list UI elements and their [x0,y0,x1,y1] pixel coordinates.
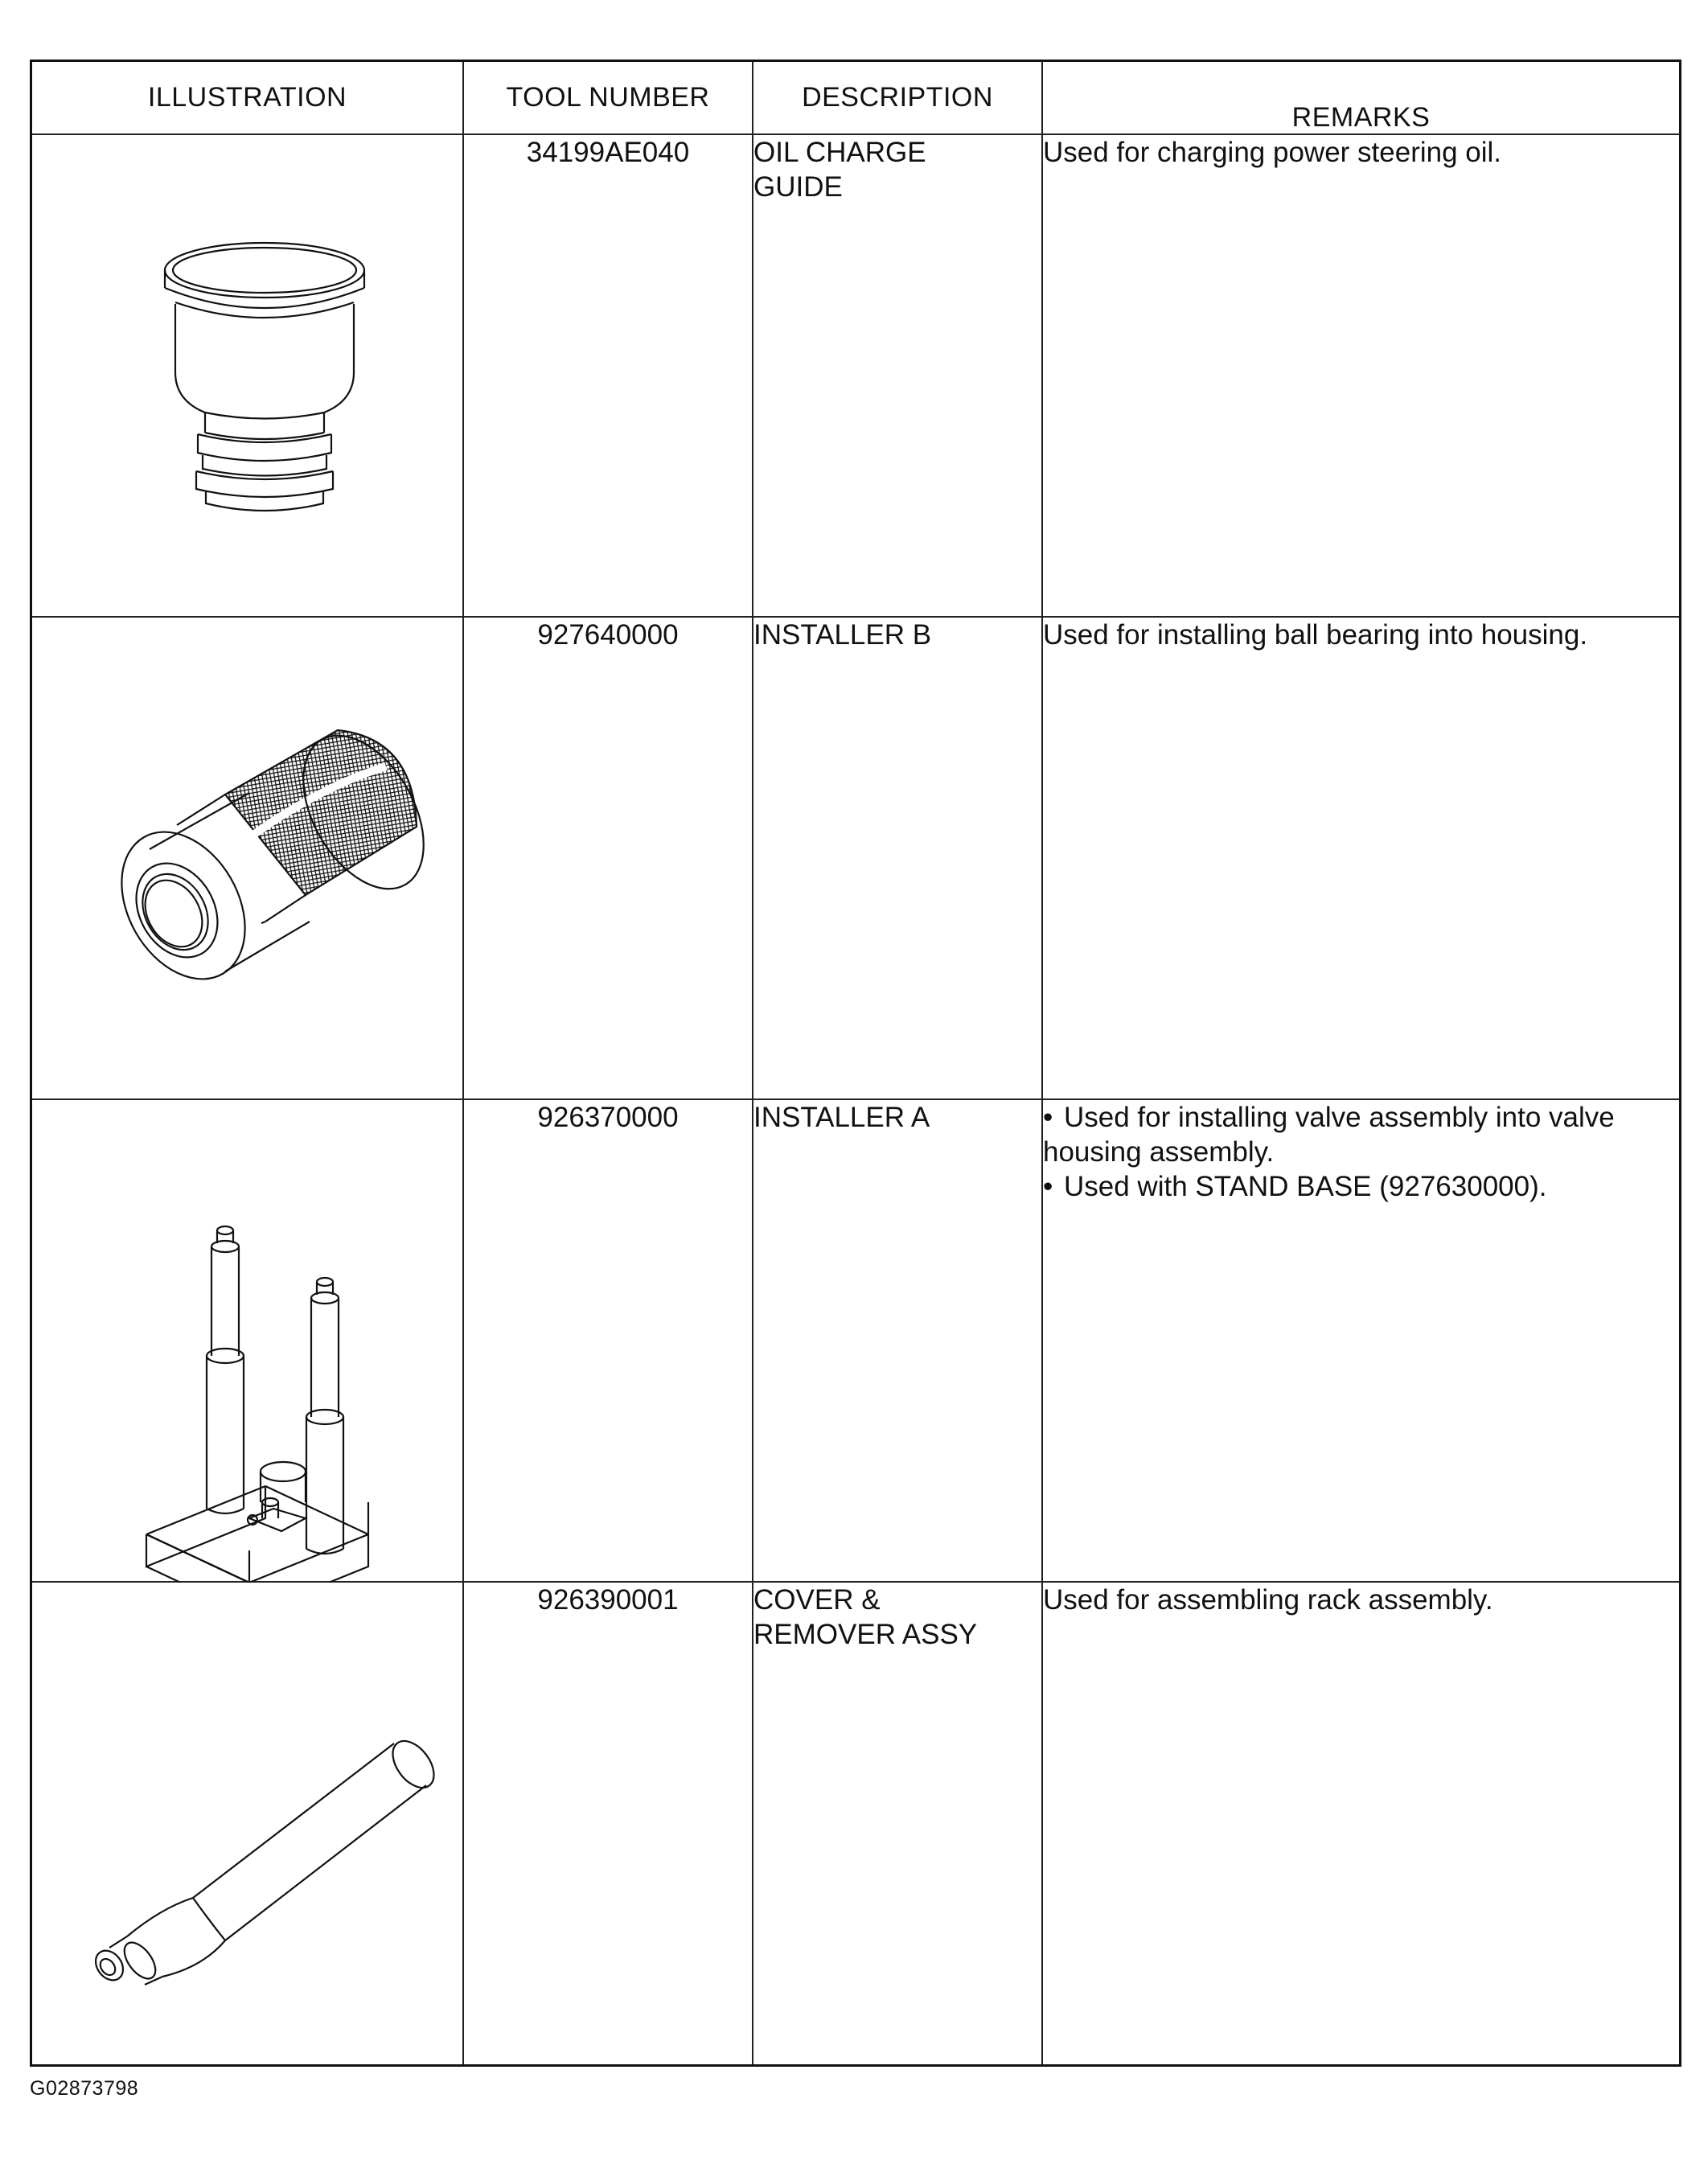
tool-number-cell: 926390001 [463,1582,753,2064]
installer-b-icon [32,618,463,1100]
cover-remover-assy-icon [32,1583,463,2065]
remarks-cell: Used for assembling rack assembly. [1042,1582,1679,2064]
table-header-row [32,62,1679,134]
remarks-list-text: Used for installing valve assembly into valve housing assembly. [1043,1102,1615,1168]
header-tool-number: TOOL NUMBER [463,62,753,134]
table-row [32,617,1679,1099]
table-row [32,1099,1679,1582]
description-cell [753,134,1042,617]
figure-id: G02873798 [30,2077,139,2100]
remarks-cell: Used for installing ball bearing into housing. [1042,617,1679,1099]
tool-number-cell: 926370000 [463,1099,753,1582]
description-text: INSTALLER A [753,1102,930,1133]
description-cell [753,1582,1042,2064]
remarks-list [1043,1100,1679,1204]
remarks-cell: Used for charging power steering oil. [1042,134,1679,617]
illustration-cell [32,1582,463,2064]
header-description: DESCRIPTION [753,62,1042,134]
description-text: OIL CHARGE GUIDE [753,137,926,203]
remarks-list-item [1043,1169,1679,1204]
illustration-cell [32,1099,463,1582]
bullet-glyph: • [1043,1171,1053,1202]
header-remarks: REMARKS [1042,62,1679,134]
table-row [32,1582,1679,2064]
illustration-cell [32,617,463,1099]
description-text: INSTALLER B [753,619,932,651]
remarks-list-text: Used with STAND BASE (927630000). [1064,1171,1547,1202]
bullet-glyph: • [1043,1102,1053,1133]
tool-number-cell: 34199AE040 [463,134,753,617]
remarks-cell [1042,1099,1679,1582]
oil-charge-guide-icon [32,135,463,618]
special-tools-table-frame [30,60,1681,2067]
description-cell [753,1099,1042,1582]
description-text: COVER & REMOVER ASSY [753,1584,978,1650]
table-row [32,134,1679,617]
illustration-cell [32,134,463,617]
description-cell [753,617,1042,1099]
special-tools-table [32,62,1679,2064]
header-illustration: ILLUSTRATION [32,62,463,134]
tool-number-cell: 927640000 [463,617,753,1099]
remarks-list-item [1043,1100,1679,1169]
installer-a-icon [32,1100,463,1583]
